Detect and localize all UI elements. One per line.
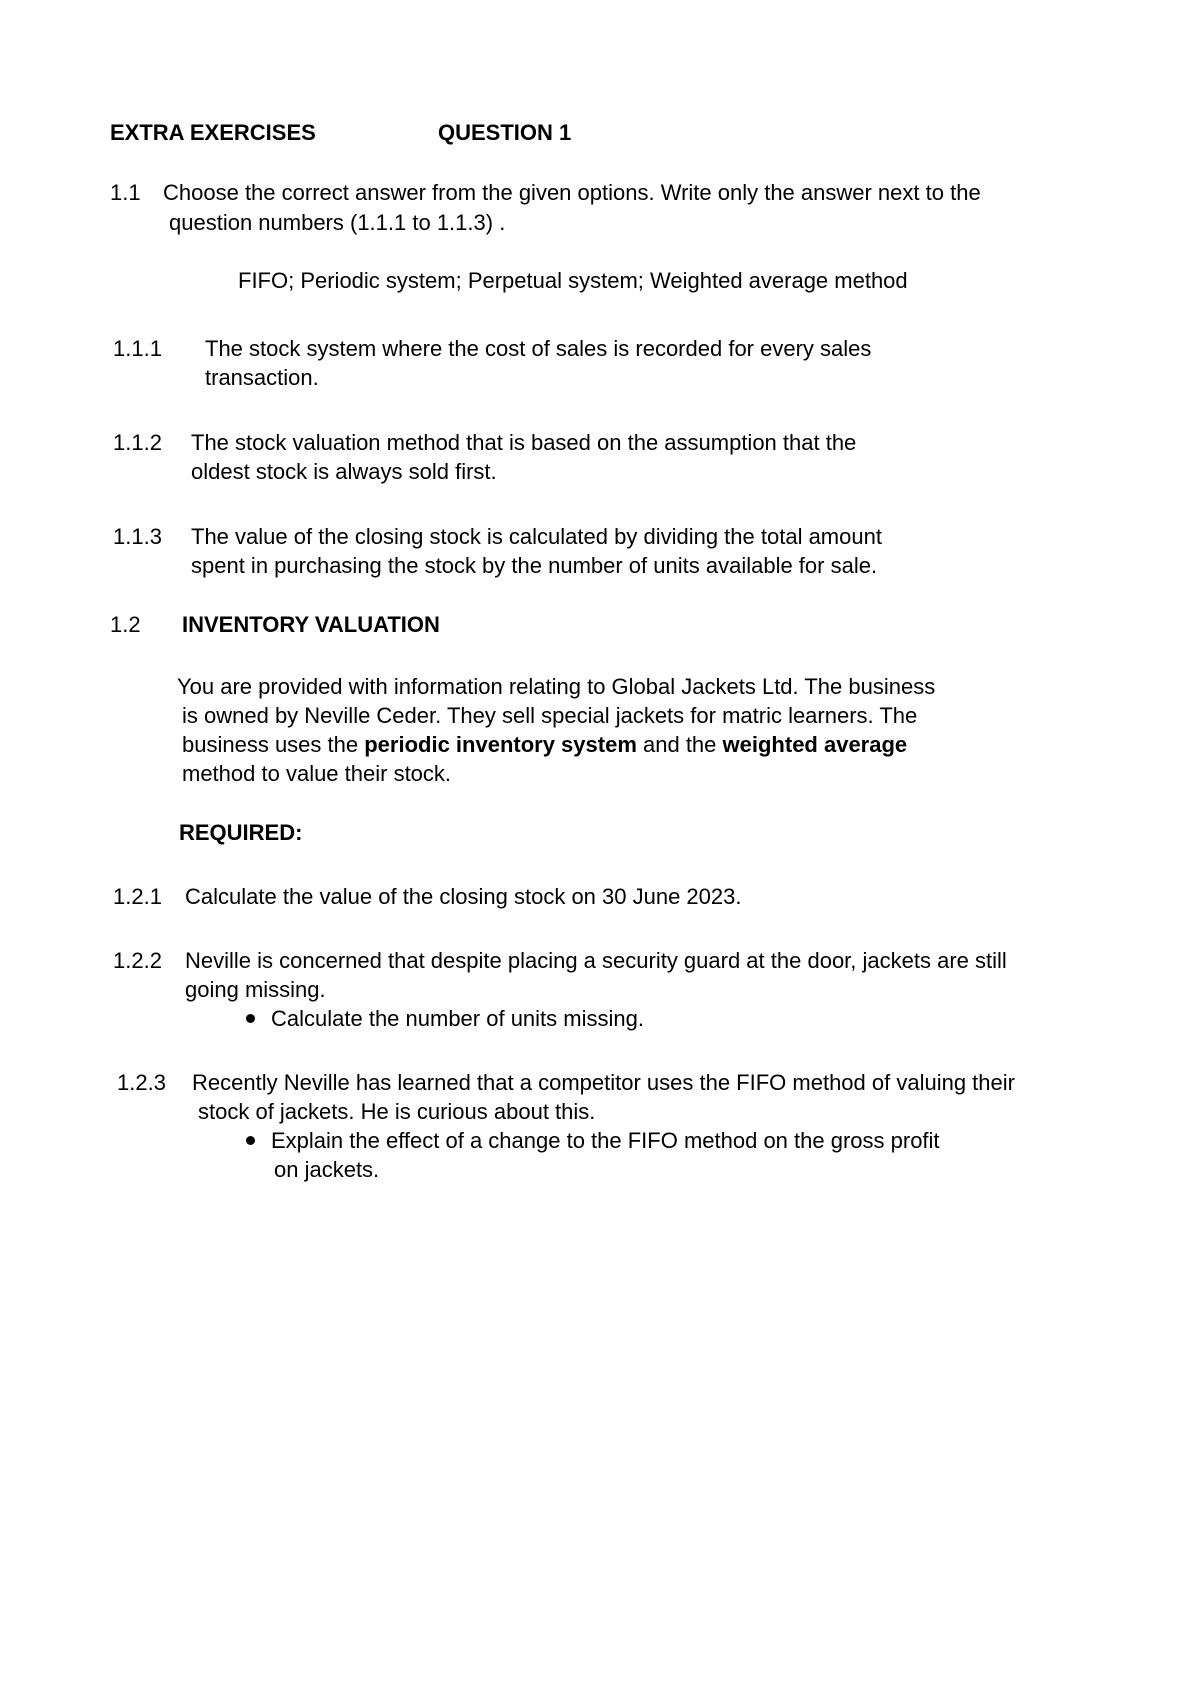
- question-number-1-2: 1.2: [110, 612, 141, 637]
- bullet-icon: [246, 1014, 255, 1023]
- bullet-text-1-2-3-cont: on jackets.: [274, 1157, 380, 1182]
- question-text-1-1-3-cont: spent in purchasing the stock by the number of units available for sale.: [191, 553, 878, 578]
- question-text-1-2-2-cont: going missing.: [185, 977, 326, 1002]
- question-text-1-1-1-cont: transaction.: [205, 365, 319, 390]
- intro-line-2: is owned by Neville Ceder. They sell special jackets for matric learners. The: [182, 703, 918, 728]
- intro-line-4: method to value their stock.: [182, 761, 452, 786]
- question-text-1-1-2-cont: oldest stock is always sold first.: [191, 459, 497, 484]
- question-text-1-2-3: Recently Neville has learned that a competitor uses the FIFO method of valuing their: [192, 1070, 1015, 1095]
- intro-line-3-text-b: and the: [636, 732, 723, 757]
- section-heading: INVENTORY VALUATION: [182, 612, 440, 637]
- question-text-1-2-3-cont: stock of jackets. He is curious about this.: [198, 1099, 596, 1124]
- required-heading: REQUIRED:: [179, 820, 303, 845]
- instruction-line-2: question numbers (1.1.1 to 1.1.3) .: [169, 210, 506, 235]
- intro-line-3-emphasis-a: periodic inventory system: [364, 732, 637, 757]
- question-text-1-1-1: The stock system where the cost of sales is recorded for every sales: [205, 336, 872, 361]
- question-number-1-2-1: 1.2.1: [113, 884, 162, 909]
- intro-line-3-text-a: business uses the: [182, 732, 365, 757]
- question-number-1-2-3: 1.2.3: [117, 1070, 166, 1095]
- question-number-1-1: 1.1: [110, 180, 141, 205]
- question-text-1-1-3: The value of the closing stock is calculated by dividing the total amount: [191, 524, 882, 549]
- instruction-line-1: Choose the correct answer from the given options. Write only the answer next to the: [163, 180, 981, 205]
- answer-options: FIFO; Periodic system; Perpetual system; Weighted average method: [238, 268, 908, 293]
- intro-line-3: [182, 730, 907, 760]
- bullet-text-1-2-2: Calculate the number of units missing.: [271, 1006, 644, 1031]
- intro-line-3-emphasis-b: weighted average: [722, 732, 908, 757]
- bullet-text-1-2-3: Explain the effect of a change to the FIFO method on the gross profit: [271, 1128, 940, 1153]
- question-text-1-1-2: The stock valuation method that is based on the assumption that the: [191, 430, 857, 455]
- question-number-1-2-2: 1.2.2: [113, 948, 162, 973]
- bullet-icon: [246, 1136, 255, 1145]
- question-text-1-2-2: Neville is concerned that despite placing a security guard at the door, jackets are still: [185, 948, 1007, 973]
- intro-line-1: You are provided with information relating to Global Jackets Ltd. The business: [177, 674, 936, 699]
- question-number-1-1-1: 1.1.1: [113, 336, 162, 361]
- exercise-title: EXTRA EXERCISES: [110, 120, 316, 145]
- question-title: QUESTION 1: [438, 120, 572, 145]
- question-number-1-1-2: 1.1.2: [113, 430, 162, 455]
- question-text-1-2-1: Calculate the value of the closing stock on 30 June 2023.: [185, 884, 742, 909]
- question-number-1-1-3: 1.1.3: [113, 524, 162, 549]
